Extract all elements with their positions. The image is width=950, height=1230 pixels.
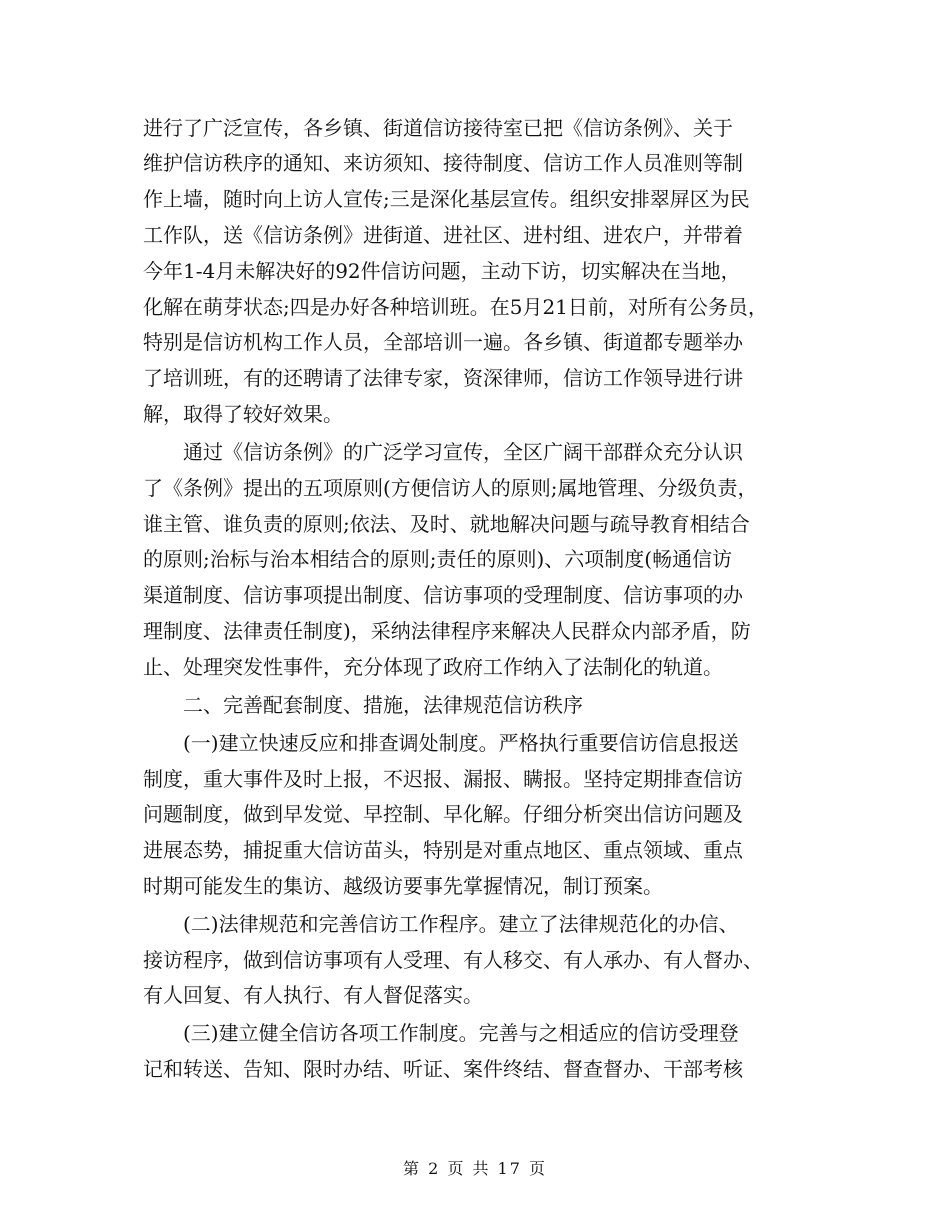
text-line: 进行了广泛宣传，各乡镇、街道信访接待室已把《信访条例》、关于 bbox=[143, 116, 733, 140]
page-number-footer: 第 2 页 共 17 页 bbox=[403, 1159, 547, 1178]
text-line: 时期可能发生的集访、越级访要事先掌握情况，制订预案。 bbox=[143, 874, 663, 898]
section-heading: 二、完善配套制度、措施，法律规范信访秩序 bbox=[143, 693, 583, 717]
text-line: 维护信访秩序的通知、来访须知、接待制度、信访工作人员准则等制 bbox=[143, 151, 743, 175]
paragraph-first-line: (二)法律规范和完善信访工作程序。建立了法律规范化的办信、 bbox=[143, 912, 739, 936]
paragraph-first-line: (三)建立健全信访各项工作制度。完善与之相适应的信访受理登 bbox=[143, 1021, 739, 1045]
paragraph-first-line: (一)建立快速反应和排查调处制度。严格执行重要信访信息报送 bbox=[143, 731, 739, 755]
text-line: 有人回复、有人执行、有人督促落实。 bbox=[143, 983, 483, 1007]
text-line: 作上墙，随时向上访人宣传;三是深化基层宣传。组织安排翠屏区为民 bbox=[143, 187, 750, 211]
text-line: 问题制度，做到早发觉、早控制、早化解。仔细分析突出信访问题及 bbox=[143, 802, 743, 826]
text-line: 谁主管、谁负责的原则;依法、及时、就地解决问题与疏导教育相结合 bbox=[143, 512, 750, 536]
text-line: 止、处理突发性事件，充分体现了政府工作纳入了法制化的轨道。 bbox=[143, 655, 723, 679]
text-line: 进展态势，捕捉重大信访苗头，特别是对重点地区、重点领域、重点 bbox=[143, 838, 743, 862]
text-line: 渠道制度、信访事项提出制度、信访事项的受理制度、信访事项的办 bbox=[143, 583, 743, 607]
text-line: 的原则;治标与治本相结合的原则;责任的原则)、六项制度(畅通信访 bbox=[143, 547, 733, 571]
text-line: 工作队，送《信访条例》进街道、进社区、进村组、进农户，并带着 bbox=[143, 223, 743, 247]
text-line: 解，取得了较好效果。 bbox=[143, 402, 343, 426]
paragraph-first-line: 通过《信访条例》的广泛学习宣传，全区广阔干部群众充分认识 bbox=[143, 440, 743, 464]
text-line: 了培训班，有的还聘请了法律专家，资深律师，信访工作领导进行讲 bbox=[143, 366, 743, 390]
text-line: 记和转送、告知、限时办结、听证、案件终结、督查督办、干部考核 bbox=[143, 1057, 743, 1081]
text-line: 理制度、法律责任制度)，采纳法律程序来解决人民群众内部矛盾，防 bbox=[143, 619, 751, 643]
text-line: 了《条例》提出的五项原则(方便信访人的原则;属地管理、分级负责， bbox=[143, 476, 758, 500]
text-line: 特别是信访机构工作人员，全部培训一遍。各乡镇、街道都专题举办 bbox=[143, 330, 743, 354]
text-line: 今年1-4月未解决好的92件信访问题，主动下访，切实解决在当地， bbox=[143, 259, 741, 283]
text-line: 接访程序，做到信访事项有人受理、有人移交、有人承办、有人督办、 bbox=[143, 948, 763, 972]
text-line: 制度，重大事件及时上报，不迟报、漏报、瞒报。坚持定期排查信访 bbox=[143, 767, 743, 791]
text-line: 化解在萌芽状态;四是办好各种培训班。在5月21日前，对所有公务员， bbox=[143, 295, 768, 319]
